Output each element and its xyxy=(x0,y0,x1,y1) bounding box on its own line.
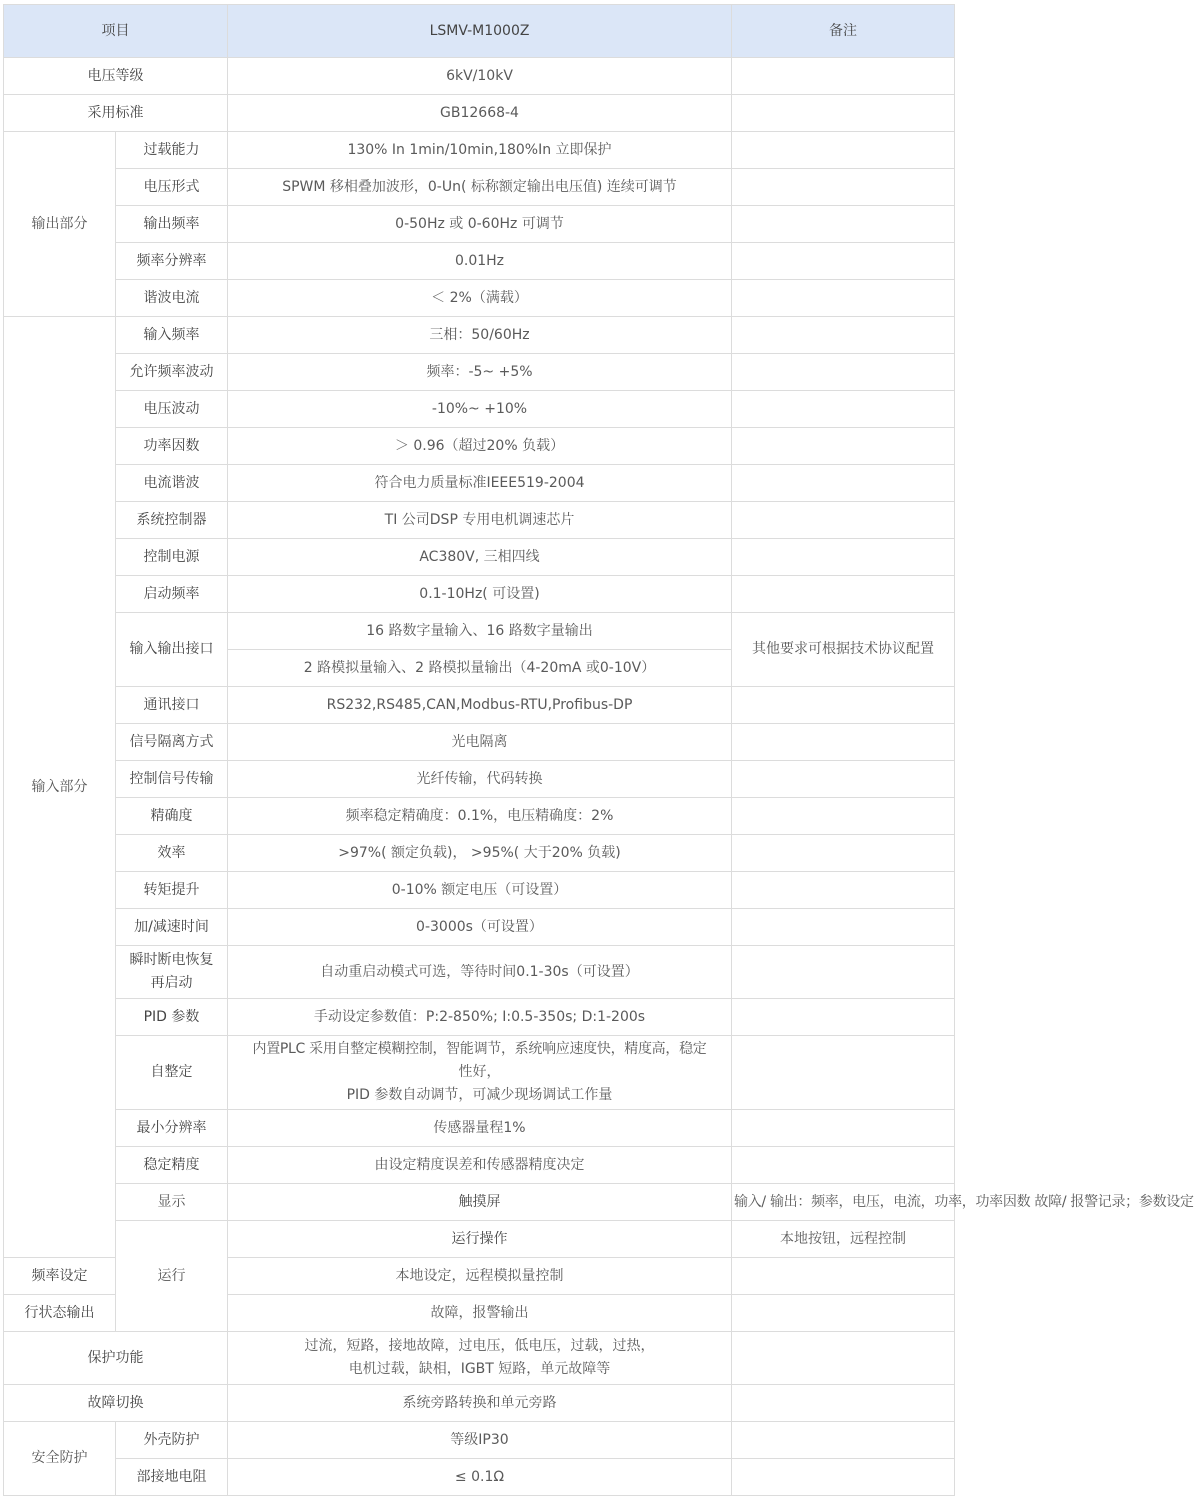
row-label: 输入频率 xyxy=(116,317,228,354)
row-value: 6kV/10kV xyxy=(228,58,732,95)
row-value-line: PID 参数自动调节，可减少现场调试工作量 xyxy=(346,1087,613,1103)
row-label-line: 瞬时断电恢复 xyxy=(129,952,214,968)
row-remark xyxy=(732,1459,955,1496)
row-value: 光纤传输，代码转换 xyxy=(228,761,732,798)
row-value xyxy=(228,1332,732,1385)
row-label: 控制信号传输 xyxy=(116,761,228,798)
row-value: 2 路模拟量输入、2 路模拟量输出（4-20mA 或0-10V） xyxy=(228,650,732,687)
row-value: 0-50Hz 或 0-60Hz 可调节 xyxy=(228,206,732,243)
category-display: 显示 xyxy=(116,1184,228,1221)
table-row xyxy=(4,687,955,724)
table-row xyxy=(4,1332,955,1385)
table-row xyxy=(4,1184,955,1221)
row-value: >97%( 额定负载)， >95%( 大于20% 负载) xyxy=(228,835,732,872)
row-label: 运行操作 xyxy=(228,1221,732,1258)
row-value: ＜ 2%（满载） xyxy=(228,280,732,317)
row-value: 传感器量程1% xyxy=(228,1110,732,1147)
row-label: 控制电源 xyxy=(116,539,228,576)
row-label: 稳定精度 xyxy=(116,1147,228,1184)
row-label: PID 参数 xyxy=(116,999,228,1036)
row-value: 130% In 1min/10min,180%In 立即保护 xyxy=(228,132,732,169)
row-label: 最小分辨率 xyxy=(116,1110,228,1147)
category-safety: 安全防护 xyxy=(4,1422,116,1496)
table-row xyxy=(4,909,955,946)
row-label: 谐波电流 xyxy=(116,280,228,317)
row-remark xyxy=(732,1332,955,1385)
row-remark xyxy=(732,999,955,1036)
row-value: 0.1-10Hz( 可设置) xyxy=(228,576,732,613)
row-value: 频率稳定精确度：0.1%，电压精确度：2% xyxy=(228,798,732,835)
row-remark xyxy=(732,317,955,354)
row-label: 输出频率 xyxy=(116,206,228,243)
row-label: 功率因数 xyxy=(116,428,228,465)
row-remark xyxy=(732,95,955,132)
row-label xyxy=(116,946,228,999)
row-value: 本地设定，远程模拟量控制 xyxy=(228,1258,732,1295)
row-value: 由设定精度误差和传感器精度决定 xyxy=(228,1147,732,1184)
table-row xyxy=(4,835,955,872)
row-label: 系统控制器 xyxy=(116,502,228,539)
row-remark: 其他要求可根据技术协议配置 xyxy=(732,613,955,687)
table-row xyxy=(4,576,955,613)
table-row xyxy=(4,1110,955,1147)
table-row xyxy=(4,95,955,132)
header-remark: 备注 xyxy=(732,5,955,58)
table-row xyxy=(4,1422,955,1459)
row-remark xyxy=(732,354,955,391)
row-remark xyxy=(732,502,955,539)
row-remark xyxy=(732,1295,955,1332)
table-row xyxy=(4,428,955,465)
table-row xyxy=(4,317,955,354)
row-label: 精确度 xyxy=(116,798,228,835)
row-value: RS232,RS485,CAN,Modbus-RTU,Profibus-DP xyxy=(228,687,732,724)
row-label: 电压等级 xyxy=(4,58,228,95)
row-remark xyxy=(732,169,955,206)
row-remark xyxy=(732,391,955,428)
row-label: 输入输出接口 xyxy=(116,613,228,687)
row-value: GB12668-4 xyxy=(228,95,732,132)
row-remark xyxy=(732,576,955,613)
table-row xyxy=(4,391,955,428)
row-label: 自整定 xyxy=(116,1036,228,1110)
table-row xyxy=(4,1385,955,1422)
row-remark xyxy=(732,1147,955,1184)
row-label: 信号隔离方式 xyxy=(116,724,228,761)
table-row xyxy=(4,354,955,391)
row-label: 电压形式 xyxy=(116,169,228,206)
row-value: 系统旁路转换和单元旁路 xyxy=(228,1385,732,1422)
row-remark xyxy=(732,1036,955,1110)
row-value: 16 路数字量输入、16 路数字量输出 xyxy=(228,613,732,650)
row-value: 等级IP30 xyxy=(228,1422,732,1459)
table-row xyxy=(4,58,955,95)
row-value-line: 过流，短路，接地故障，过电压，低电压，过载，过热， xyxy=(304,1338,655,1354)
row-remark xyxy=(732,58,955,95)
row-value-line: 内置PLC 采用自整定模糊控制，智能调节，系统响应速度快，精度高，稳定 xyxy=(252,1041,707,1057)
row-label: 通讯接口 xyxy=(116,687,228,724)
row-remark xyxy=(732,835,955,872)
table-row xyxy=(4,613,955,650)
row-value-line: 性好， xyxy=(458,1064,501,1080)
row-value: 频率：-5~ +5% xyxy=(228,354,732,391)
table-row xyxy=(4,1036,955,1110)
category-input: 输入部分 xyxy=(4,317,116,1258)
row-value-line: 电机过载，缺相，IGBT 短路，单元故障等 xyxy=(348,1361,611,1377)
table-row xyxy=(4,280,955,317)
table-row xyxy=(4,1147,955,1184)
table-row xyxy=(4,502,955,539)
row-value: 0.01Hz xyxy=(228,243,732,280)
spec-table xyxy=(3,4,1194,1496)
table-row xyxy=(4,1459,955,1496)
row-value: 故障，报警输出 xyxy=(228,1295,732,1332)
row-remark xyxy=(732,946,955,999)
table-row xyxy=(4,132,955,169)
row-label: 触摸屏 xyxy=(228,1184,732,1221)
row-remark xyxy=(732,872,955,909)
row-value xyxy=(228,1036,732,1110)
row-remark xyxy=(732,132,955,169)
row-label-line: 再启动 xyxy=(150,975,193,991)
table-row xyxy=(4,946,955,999)
row-remark xyxy=(732,798,955,835)
header-row xyxy=(4,5,955,58)
row-label: 效率 xyxy=(116,835,228,872)
header-model: LSMV-M1000Z xyxy=(228,5,732,58)
table-row xyxy=(4,465,955,502)
row-value: 输入/ 输出：频率，电压，电流，功率，功率因数 故障/ 报警记录；参数设定 xyxy=(732,1184,955,1221)
row-remark xyxy=(732,1110,955,1147)
row-remark xyxy=(732,280,955,317)
row-label: 故障切换 xyxy=(4,1385,228,1422)
row-label: 加/减速时间 xyxy=(116,909,228,946)
row-label: 启动频率 xyxy=(116,576,228,613)
row-label: 外壳防护 xyxy=(116,1422,228,1459)
row-value: 手动设定参数值：P:2-850%; I:0.5-350s; D:1-200s xyxy=(228,999,732,1036)
row-value: 三相：50/60Hz xyxy=(228,317,732,354)
row-value: 自动重启动模式可选，等待时间0.1-30s（可设置） xyxy=(228,946,732,999)
row-label: 频率分辨率 xyxy=(116,243,228,280)
row-remark xyxy=(732,1422,955,1459)
row-value: AC380V, 三相四线 xyxy=(228,539,732,576)
row-remark xyxy=(732,1385,955,1422)
row-value: 光电隔离 xyxy=(228,724,732,761)
row-value: TI 公司DSP 专用电机调速芯片 xyxy=(228,502,732,539)
row-label: 转矩提升 xyxy=(116,872,228,909)
row-label: 频率设定 xyxy=(4,1258,116,1295)
row-label: 采用标准 xyxy=(4,95,228,132)
row-remark xyxy=(732,909,955,946)
table-row xyxy=(4,1221,955,1258)
row-remark xyxy=(732,428,955,465)
table-row xyxy=(4,243,955,280)
row-label: 部接地电阻 xyxy=(116,1459,228,1496)
row-remark xyxy=(732,687,955,724)
row-remark xyxy=(732,724,955,761)
row-remark xyxy=(732,1258,955,1295)
table-row xyxy=(4,206,955,243)
row-label: 保护功能 xyxy=(4,1332,228,1385)
row-remark xyxy=(732,761,955,798)
row-value: 0-3000s（可设置） xyxy=(228,909,732,946)
row-label: 允许频率波动 xyxy=(116,354,228,391)
row-remark xyxy=(732,465,955,502)
row-value: 符合电力质量标准IEEE519-2004 xyxy=(228,465,732,502)
row-value: -10%~ +10% xyxy=(228,391,732,428)
row-label: 电流谐波 xyxy=(116,465,228,502)
row-value: SPWM 移相叠加波形，0-Un( 标称额定输出电压值) 连续可调节 xyxy=(228,169,732,206)
row-remark xyxy=(732,539,955,576)
table-row xyxy=(4,798,955,835)
table-row xyxy=(4,999,955,1036)
row-label: 过载能力 xyxy=(116,132,228,169)
category-operation: 运行 xyxy=(116,1221,228,1332)
table-row xyxy=(4,761,955,798)
row-value: ＞ 0.96（超过20% 负载） xyxy=(228,428,732,465)
row-remark xyxy=(732,243,955,280)
row-label: 电压波动 xyxy=(116,391,228,428)
table-row xyxy=(4,872,955,909)
row-value: 0-10% 额定电压（可设置） xyxy=(228,872,732,909)
row-value: ≤ 0.1Ω xyxy=(228,1459,732,1496)
table-row xyxy=(4,169,955,206)
row-remark xyxy=(732,206,955,243)
table-row xyxy=(4,724,955,761)
header-item: 项目 xyxy=(4,5,228,58)
table-row xyxy=(4,539,955,576)
category-output: 输出部分 xyxy=(4,132,116,317)
row-value: 本地按钮，远程控制 xyxy=(732,1221,955,1258)
row-label: 行状态输出 xyxy=(4,1295,116,1332)
